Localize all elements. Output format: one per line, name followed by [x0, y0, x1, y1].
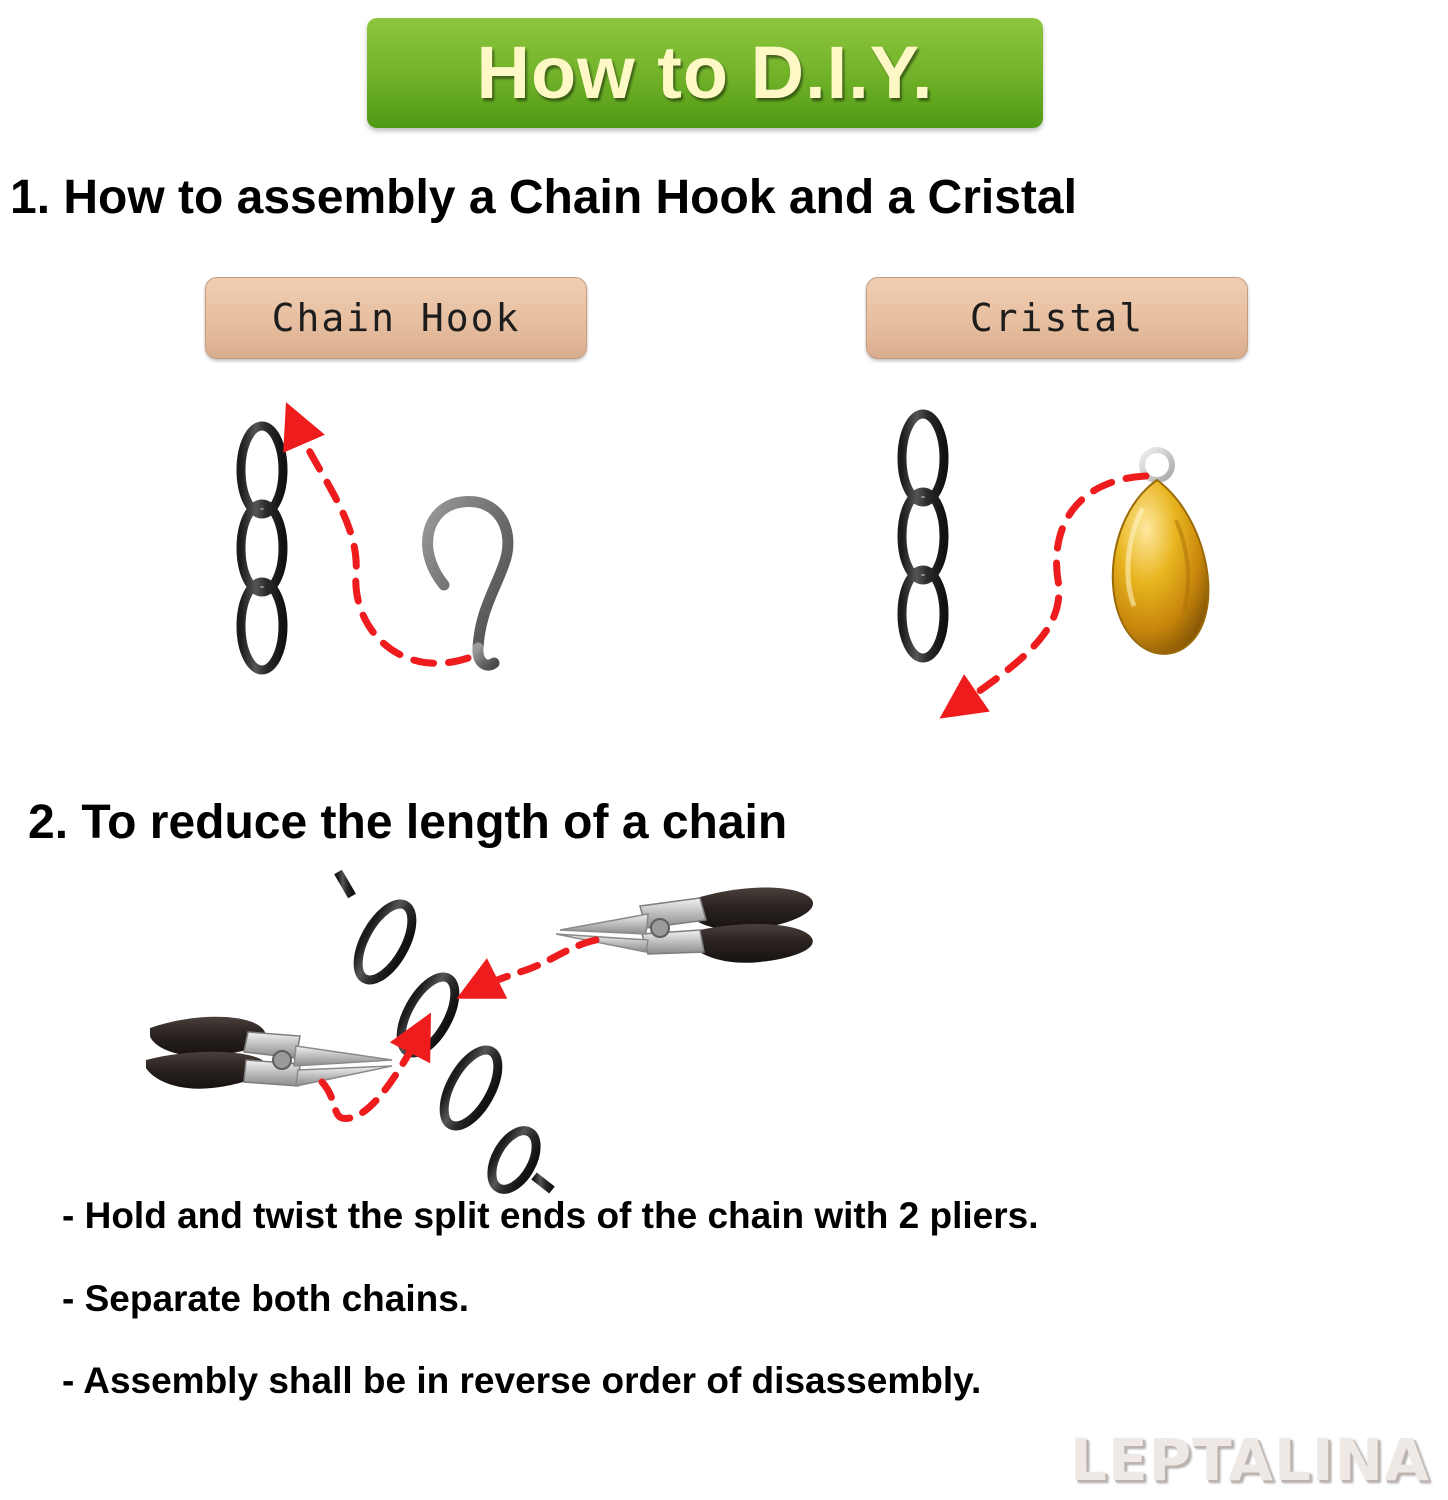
chain-icon-left — [241, 400, 283, 710]
chain-icon-right — [902, 394, 944, 716]
title-text: How to D.I.Y. — [476, 31, 934, 114]
label-chain-hook-text: Chain Hook — [271, 296, 521, 340]
step-2-heading: 2. To reduce the length of a chain — [28, 796, 788, 849]
bullet-item: - Separate both chains. — [62, 1278, 470, 1319]
bullet-item: - Hold and twist the split ends of the chain with 2 pliers. — [62, 1195, 1039, 1236]
bullet-item: - Assembly shall be in reverse order of disassembly. — [62, 1360, 982, 1401]
step-2-illustration — [0, 860, 1448, 1190]
dashed-arrow-icon-top — [470, 940, 596, 992]
hook-icon — [428, 502, 508, 666]
brand-watermark: LEPTALINA — [1069, 1426, 1430, 1494]
label-cristal-text: Cristal — [969, 296, 1145, 340]
step-1-illustration — [0, 380, 1448, 780]
chain-icon-diagonal — [338, 872, 552, 1197]
pliers-icon-left — [146, 1017, 392, 1089]
title-banner — [367, 18, 1043, 128]
pliers-icon-right — [556, 887, 813, 962]
step-1-heading: 1. How to assembly a Chain Hook and a Cristal — [10, 171, 1077, 224]
label-cristal — [866, 277, 1248, 359]
dashed-arrow-icon-left — [292, 416, 468, 663]
label-chain-hook — [205, 277, 587, 359]
